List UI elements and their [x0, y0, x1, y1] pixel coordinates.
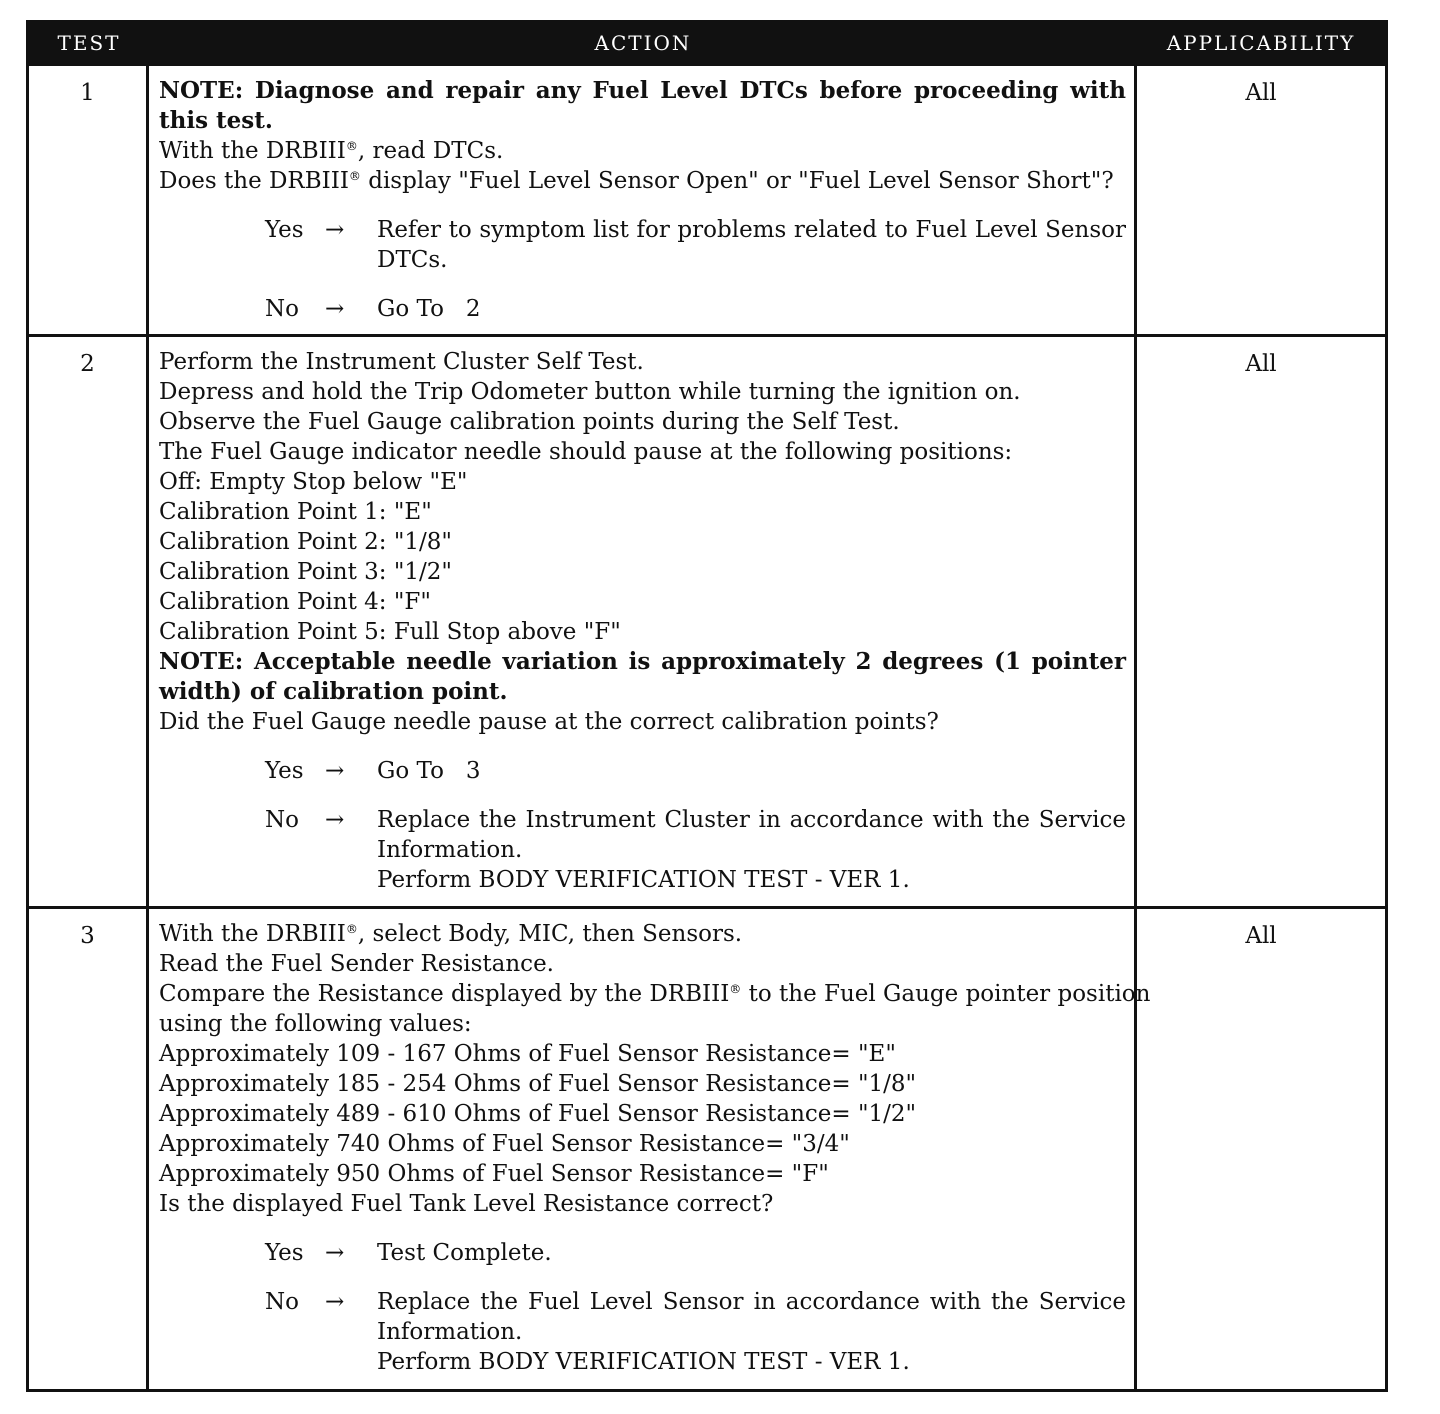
action-line: Compare the Resistance displayed by the DRBIII® to the Fuel Gauge pointer position	[159, 981, 1151, 1007]
action-line: With the DRBIII®, read DTCs.	[159, 138, 504, 164]
action-cell	[149, 909, 1151, 1389]
header-test: TEST	[57, 31, 121, 55]
action-cell	[149, 66, 1137, 334]
test-number: 3	[29, 909, 149, 1389]
action-line: With the DRBIII®, select Body, MIC, then Sensors.	[159, 921, 743, 947]
action-line: Approximately 185 - 254 Ohms of Fuel Sensor Resistance= "1/8"	[159, 1071, 917, 1097]
no-outcome	[159, 1287, 1126, 1377]
test-number: 1	[29, 66, 149, 334]
action-line: The Fuel Gauge indicator needle should pause at the following positions:	[159, 439, 1013, 465]
no-outcome	[159, 294, 1126, 324]
header-applicability: APPLICABILITY	[1166, 31, 1356, 55]
yes-outcome	[159, 1238, 1126, 1268]
no-label: No	[265, 296, 299, 322]
action-line: Calibration Point 1: "E"	[159, 499, 432, 525]
note-text: NOTE: Acceptable needle variation is approximately 2 degrees (1 pointer width) of calibration point.	[159, 648, 1126, 705]
question-line: Is the displayed Fuel Tank Level Resistance correct?	[159, 1191, 774, 1217]
action-line: Observe the Fuel Gauge calibration points during the Self Test.	[159, 409, 900, 435]
yes-outcome	[159, 756, 1126, 786]
table-header	[29, 23, 1385, 66]
yes-result: Refer to symptom list for problems related to Fuel Level Sensor DTCs.	[377, 217, 1126, 273]
no-result: Replace the Instrument Cluster in accordance with the Service Information. Perform BODY VERIFICATION TEST - VER 1.	[377, 807, 1126, 893]
action-line: Approximately 109 - 167 Ohms of Fuel Sensor Resistance= "E"	[159, 1041, 896, 1067]
action-line: Approximately 950 Ohms of Fuel Sensor Resistance= "F"	[159, 1161, 829, 1187]
action-line: Calibration Point 2: "1/8"	[159, 529, 453, 555]
applicability-value: All	[1245, 923, 1277, 949]
action-line: Off: Empty Stop below "E"	[159, 469, 468, 495]
action-line: Approximately 489 - 610 Ohms of Fuel Sensor Resistance= "1/2"	[159, 1101, 917, 1127]
yes-label: Yes	[265, 758, 304, 784]
yes-outcome	[159, 215, 1126, 275]
table-row	[29, 66, 1385, 337]
diagnostic-test-table	[26, 20, 1388, 1392]
arrow-icon: →	[325, 217, 345, 243]
yes-label: Yes	[265, 1240, 304, 1266]
arrow-icon: →	[325, 1289, 345, 1315]
question-line: Did the Fuel Gauge needle pause at the correct calibration points?	[159, 709, 939, 735]
action-line: Does the DRBIII® display "Fuel Level Sensor Open" or "Fuel Level Sensor Short"?	[159, 168, 1114, 194]
table-row	[29, 909, 1385, 1389]
action-line: Calibration Point 3: "1/2"	[159, 559, 453, 585]
no-outcome	[159, 805, 1126, 895]
arrow-icon: →	[325, 296, 345, 322]
action-line: using the following values:	[159, 1011, 472, 1037]
table-row	[29, 337, 1385, 909]
no-result: Replace the Fuel Level Sensor in accordance with the Service Information. Perform BODY VERIFICATION TEST - VER 1.	[377, 1289, 1126, 1375]
action-line: Read the Fuel Sender Resistance.	[159, 951, 554, 977]
arrow-icon: →	[325, 758, 345, 784]
no-result: Go To 2	[377, 296, 481, 322]
header-action: ACTION	[594, 31, 692, 55]
note-text: NOTE: Diagnose and repair any Fuel Level DTCs before proceeding with this test.	[159, 77, 1126, 134]
no-label: No	[265, 807, 299, 833]
yes-label: Yes	[265, 217, 304, 243]
action-line: Perform the Instrument Cluster Self Test.	[159, 349, 644, 375]
yes-result: Go To 3	[377, 758, 481, 784]
arrow-icon: →	[325, 807, 345, 833]
action-line: Depress and hold the Trip Odometer button while turning the ignition on.	[159, 379, 1021, 405]
no-label: No	[265, 1289, 299, 1315]
arrow-icon: →	[325, 1240, 345, 1266]
action-line: Calibration Point 5: Full Stop above "F"	[159, 619, 621, 645]
applicability-value: All	[1245, 351, 1277, 377]
test-number: 2	[29, 337, 149, 906]
action-line: Calibration Point 4: "F"	[159, 589, 431, 615]
applicability-value: All	[1245, 80, 1277, 106]
yes-result: Test Complete.	[377, 1240, 552, 1266]
action-line: Approximately 740 Ohms of Fuel Sensor Resistance= "3/4"	[159, 1131, 850, 1157]
action-cell	[149, 337, 1137, 906]
